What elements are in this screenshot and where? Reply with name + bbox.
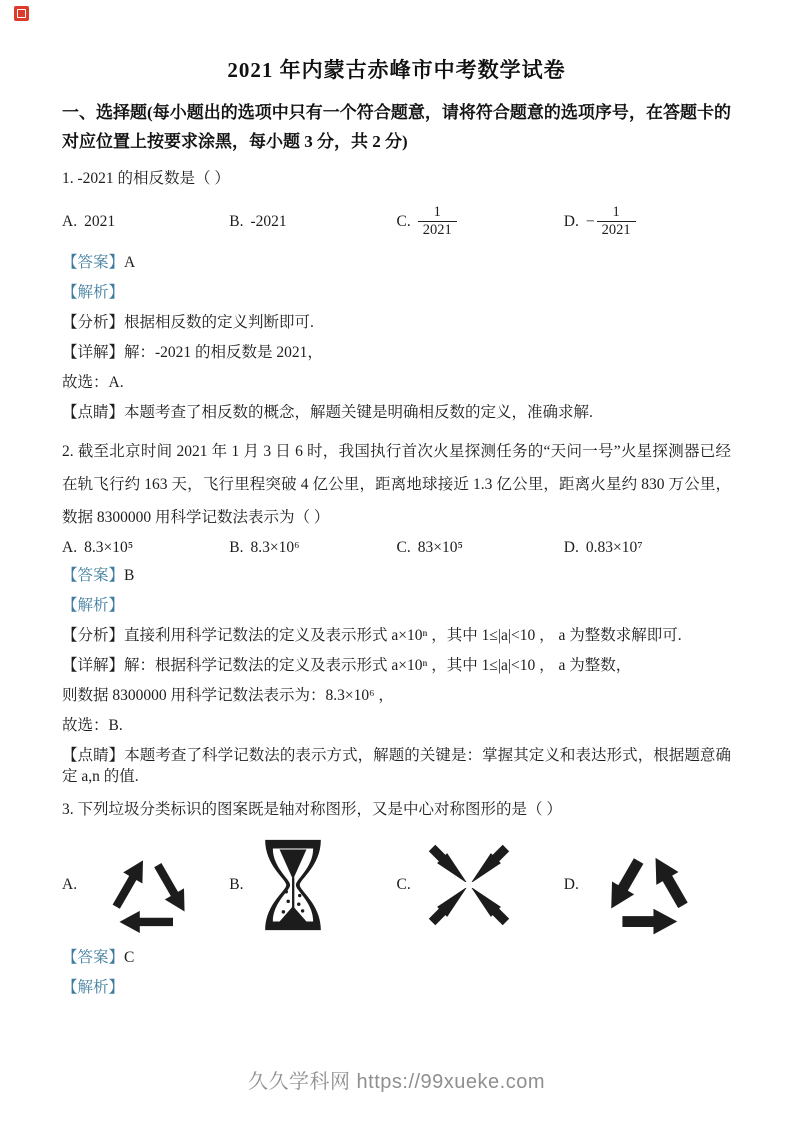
answer-value: B: [124, 567, 135, 585]
q2-answer-line: [62, 565, 731, 586]
option-value: 2021: [84, 213, 116, 231]
q2-option-b: [229, 539, 396, 557]
red-stamp-icon: [14, 6, 29, 21]
analysis-label: 【解析】: [62, 284, 125, 302]
option-label: B.: [229, 539, 244, 557]
q1-option-a: [62, 213, 229, 231]
q1-option-b: [229, 213, 396, 231]
q1-analysis-paragraph: 【分析】根据相反数的定义判断即可.: [62, 314, 314, 332]
question-1-options: [62, 198, 731, 246]
option-value: 8.3×10⁶: [250, 539, 300, 557]
option-value: 83×10⁵: [417, 539, 463, 557]
analysis-label: 【解析】: [62, 979, 125, 997]
q2-remark-paragraph: 【点睛】本题考查了科学记数法的表示方式，解题的关键是：掌握其定义和表达形式，根据题意确定 a,n 的值.: [62, 747, 731, 786]
answer-label: 【答案】: [62, 254, 125, 272]
recycle-triangle-icon: [93, 837, 205, 933]
question-2-options: [62, 539, 731, 557]
q2-option-a: [62, 539, 229, 557]
option-label: D.: [563, 213, 579, 231]
fraction-numerator: 1: [612, 204, 620, 221]
option-value: 8.3×10⁵: [84, 539, 134, 557]
option-label: A.: [62, 213, 78, 231]
q3-option-b: [229, 837, 396, 933]
answer-label: 【答案】: [62, 567, 125, 585]
q3-option-c: [397, 841, 564, 929]
option-label: A.: [62, 876, 78, 894]
option-label: D.: [563, 876, 579, 894]
question-2-stem: 2. 截至北京时间 2021 年 1 月 3 日 6 时，我国执行首次火星探测任务的“天问一号”火星探测器已经在轨飞行约 163 天，飞行里程突破 4 亿公里，距离地球接近 1.3 亿公里，距离火星约 830 万公里，数据 8300000 用科学记数法表示为（ ）: [62, 443, 731, 527]
question-3-stem: 3. 下列垃圾分类标识的图案既是轴对称图形，又是中心对称图形的是（ ）: [62, 801, 562, 819]
q2-option-d: [564, 539, 731, 557]
question-3-options: [62, 833, 731, 937]
q2-conclusion-paragraph: 故选：B.: [62, 717, 123, 735]
question-1-stem: 1. -2021 的相反数是（ ）: [62, 170, 230, 188]
q3-analysis-header: [62, 977, 731, 998]
page-title: 2021 年内蒙古赤峰市中考数学试卷: [227, 58, 566, 82]
answer-label: 【答案】: [62, 949, 125, 967]
hourglass-icon: [259, 837, 327, 933]
inward-arrows-icon: [427, 841, 511, 929]
option-label: D.: [563, 539, 579, 557]
option-label: B.: [229, 213, 244, 231]
site-watermark: 久久学科网 https://99xueke.com: [247, 1071, 546, 1093]
answer-value: C: [124, 949, 135, 967]
q2-result-paragraph: 则数据 8300000 用科学记数法表示为：8.3×10⁶ ，: [62, 687, 394, 705]
option-value: -2021: [250, 213, 287, 231]
recycle-arrows-icon: [595, 833, 701, 937]
option-label: C.: [396, 539, 411, 557]
q2-analysis-paragraph: 【分析】直接利用科学记数法的定义及表示形式 a×10ⁿ ，其中 1≤|a|<10 ， a 为整数求解即可.: [62, 627, 682, 645]
q1-option-d: [564, 205, 731, 239]
fraction: [597, 204, 636, 238]
fraction-numerator: 1: [433, 204, 441, 221]
q2-option-c: [397, 539, 564, 557]
option-label: C.: [396, 213, 411, 231]
option-label: A.: [62, 539, 78, 557]
q2-detail-paragraph: 【详解】解：根据科学记数法的定义及表示形式 a×10ⁿ ，其中 1≤|a|<10 ， a 为整数，: [62, 657, 632, 675]
q3-option-a: [62, 837, 229, 933]
option-label: C.: [396, 876, 411, 894]
option-value: 0.83×10⁷: [585, 539, 643, 557]
analysis-label: 【解析】: [62, 597, 125, 615]
q1-analysis-header: [62, 282, 731, 303]
q1-remark-paragraph: 【点睛】本题考查了相反数的概念，解题关键是明确相反数的定义，准确求解.: [62, 404, 593, 422]
minus-sign: −: [585, 213, 595, 231]
q2-analysis-header: [62, 595, 731, 616]
answer-value: A: [124, 254, 136, 272]
fraction-denominator: 2021: [418, 221, 457, 239]
q1-answer-line: [62, 252, 731, 273]
section-heading: 一、选择题(每小题出的选项中只有一个符合题意，请将符合题意的选项序号，在答题卡的对应位置上按要求涂黑，每小题 3 分，共 2 分): [62, 103, 731, 152]
option-label: B.: [229, 876, 244, 894]
q3-answer-line: [62, 947, 731, 968]
q1-conclusion-paragraph: 故选：A.: [62, 374, 124, 392]
fraction: [418, 204, 457, 238]
fraction-denominator: 2021: [597, 221, 636, 239]
q3-option-d: [564, 833, 731, 937]
q1-detail-paragraph: 【详解】解：-2021 的相反数是 2021，: [62, 344, 323, 362]
q1-option-c: [397, 205, 564, 239]
